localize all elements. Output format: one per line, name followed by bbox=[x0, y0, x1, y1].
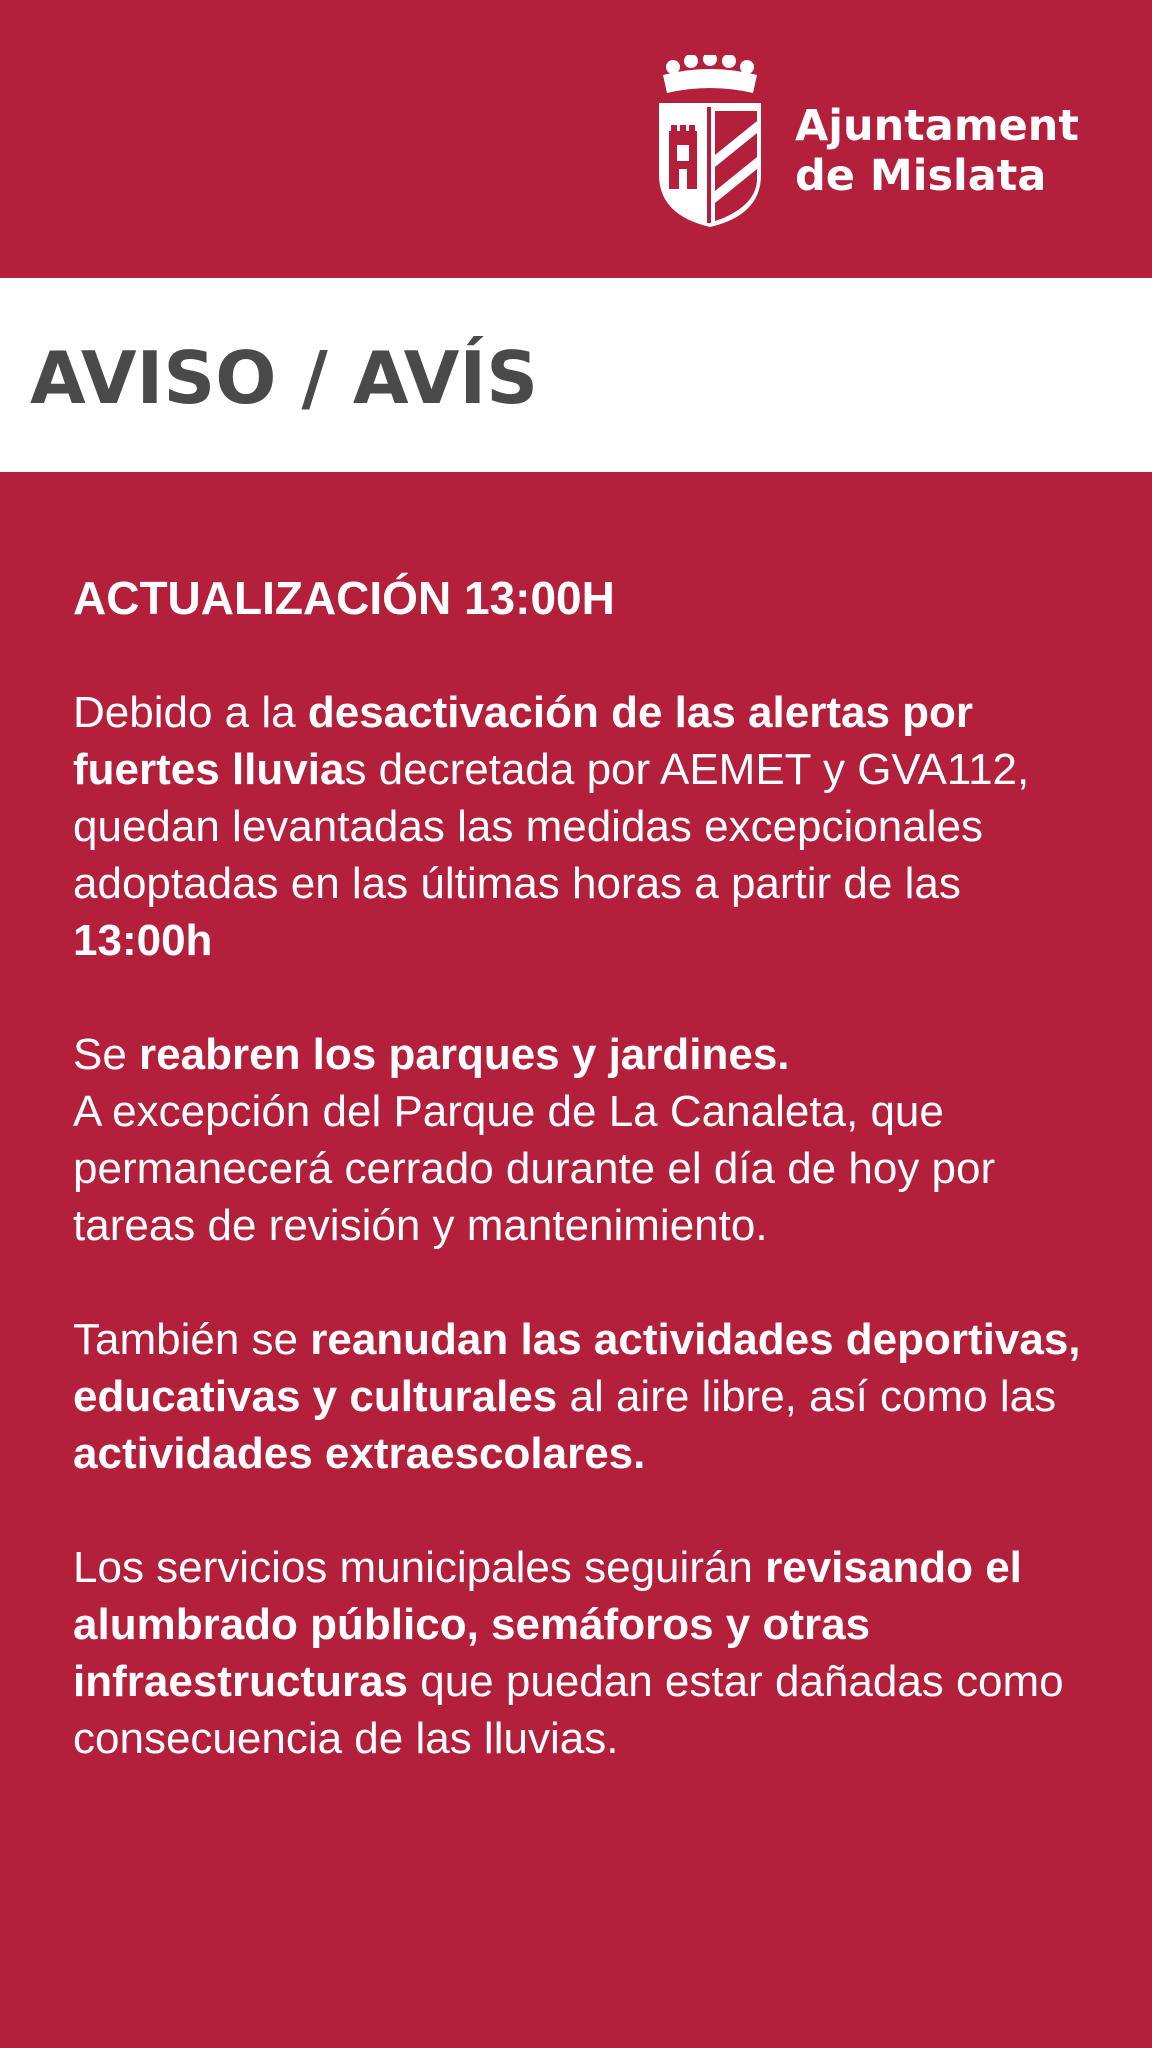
p2-bold-1: reabren los parques y jardines. bbox=[139, 1030, 790, 1079]
p2-text-2: A excepción del Parque de La Canaleta, que permanecerá cerrado durante el día de hoy por tareas de revisión y mantenimiento. bbox=[73, 1087, 996, 1250]
paragraph-services bbox=[73, 1539, 1093, 1767]
p4-text-1: Los servicios municipales seguirán bbox=[73, 1543, 766, 1592]
coat-of-arms-icon bbox=[655, 55, 765, 230]
title-band bbox=[0, 278, 1152, 472]
p1-text-2: s decretada por AEMET y GVA112, quedan levantadas las medidas excepcionales adoptadas en las últimas horas a partir de las bbox=[73, 745, 1030, 908]
logo-text bbox=[795, 101, 1079, 201]
p3-text-2: al aire libre, así como las bbox=[557, 1372, 1057, 1421]
p1-text-1: Debido a la bbox=[73, 688, 308, 737]
page-title: AVISO / AVÍS bbox=[30, 336, 539, 420]
logo-line-1: Ajuntament bbox=[795, 101, 1079, 151]
p4-bold-1: revisando el alumbrado público, semáforos y otras infraestructuras bbox=[73, 1543, 1022, 1706]
logo-line-2: de Mislata bbox=[795, 151, 1047, 201]
ajuntament-logo bbox=[655, 55, 1095, 235]
update-heading: ACTUALIZACIÓN 13:00H bbox=[73, 572, 615, 624]
p3-text-1: También se bbox=[73, 1315, 311, 1364]
p3-bold-1: reanudan las actividades deportivas, educativas y culturales bbox=[73, 1315, 1081, 1421]
p1-bold-1: desactivación de las alertas por fuertes lluvia bbox=[73, 688, 974, 794]
notice-content bbox=[73, 570, 1093, 1767]
p1-bold-2: 13:00h bbox=[73, 916, 213, 965]
paragraph-activities bbox=[73, 1311, 1093, 1482]
p2-text-1: Se bbox=[73, 1030, 140, 1079]
p4-text-2: que puedan estar dañadas como consecuencia de las lluvias. bbox=[73, 1657, 1064, 1763]
p3-bold-2: actividades extraescolares. bbox=[73, 1429, 646, 1478]
paragraph-parks bbox=[73, 1026, 1093, 1254]
header-banner bbox=[0, 0, 1152, 278]
paragraph-alerts bbox=[73, 684, 1093, 969]
